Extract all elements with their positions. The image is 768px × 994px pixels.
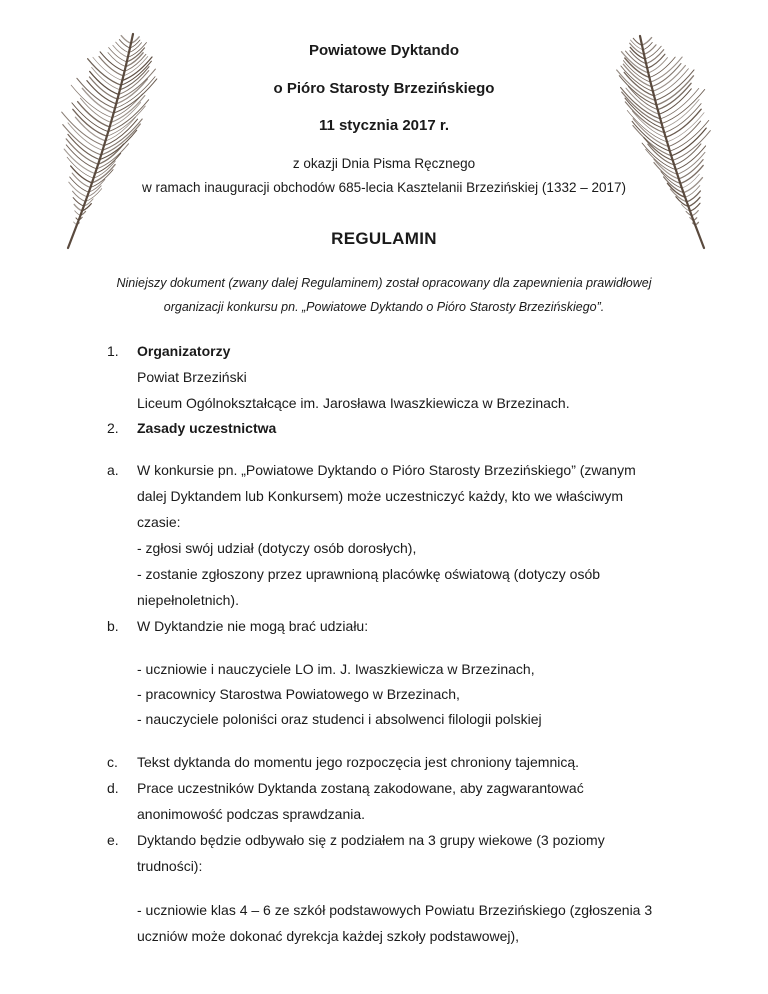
section-line: Powiat Brzeziński (137, 369, 247, 385)
item-line: Tekst dyktanda do momentu jego rozpoczęcia jest chroniony tajemnicą. (137, 754, 580, 770)
item-line: dalej Dyktandem lub Konkursem) może uczestniczyć każdy, kto we właściwym (137, 488, 624, 504)
item-marker: d. (107, 780, 119, 796)
item-line: Dyktando będzie odbywało się z podziałem na 3 grupy wiekowe (3 poziomy (137, 832, 605, 848)
item-line: W konkursie pn. „Powiatowe Dyktando o Pióro Starosty Brzezińskiego” (zwanym (137, 462, 636, 478)
item-marker: e. (107, 832, 119, 848)
item-line: - zgłosi swój udział (dotyczy osób dorosłych), (137, 540, 417, 556)
intro-line-2: organizacji konkursu pn. „Powiatowe Dyktando o Pióro Starosty Brzezińskiego”. (163, 300, 605, 314)
section-title: Zasady uczestnictwa (137, 420, 277, 436)
occasion-line-2: w ramach inauguracji obchodów 685-lecia Kasztelanii Brzezińskiej (1332 – 2017) (141, 180, 627, 195)
item-line: - uczniowie klas 4 – 6 ze szkół podstawowych Powiatu Brzezińskiego (zgłoszenia 3 (137, 902, 653, 918)
title-line-2: o Pióro Starosty Brzezińskiego (273, 80, 495, 97)
item-line: uczniów może dokonać dyrekcja każdej szkoły podstawowej), (137, 928, 520, 944)
item-marker: a. (107, 462, 119, 478)
item-marker: c. (107, 754, 118, 770)
title-line-1: Powiatowe Dyktando (308, 42, 460, 59)
item-line: Prace uczestników Dyktanda zostaną zakodowane, aby zagwarantować (137, 780, 584, 796)
item-line: - uczniowie i nauczyciele LO im. J. Iwaszkiewicza w Brzezinach, (137, 661, 535, 677)
item-line: W Dyktandzie nie mogą brać udziału: (137, 618, 369, 634)
section-number: 1. (107, 343, 119, 359)
item-marker: b. (107, 618, 119, 634)
item-line: anonimowość podczas sprawdzania. (137, 806, 366, 822)
item-line: - nauczyciele poloniści oraz studenci i absolwenci filologii polskiej (137, 711, 542, 727)
section-number: 2. (107, 420, 119, 436)
item-line: niepełnoletnich). (137, 592, 239, 608)
section-line: Liceum Ogólnokształcące im. Jarosława Iwaszkiewicza w Brzezinach. (137, 395, 570, 411)
event-date: 11 stycznia 2017 r. (318, 117, 450, 134)
page-title: REGULAMIN (331, 229, 437, 248)
intro-line-1: Niniejszy dokument (zwany dalej Regulaminem) został opracowany dla zapewnienia prawidłowej (116, 276, 652, 290)
item-line: - zostanie zgłoszony przez uprawnioną placówkę oświatową (dotyczy osób (137, 566, 601, 582)
item-line: - pracownicy Starostwa Powiatowego w Brzezinach, (137, 686, 460, 702)
occasion-line-1: z okazji Dnia Pisma Ręcznego (292, 156, 476, 171)
section-title: Organizatorzy (137, 343, 231, 359)
item-line: trudności): (137, 858, 203, 874)
item-line: czasie: (137, 514, 181, 530)
